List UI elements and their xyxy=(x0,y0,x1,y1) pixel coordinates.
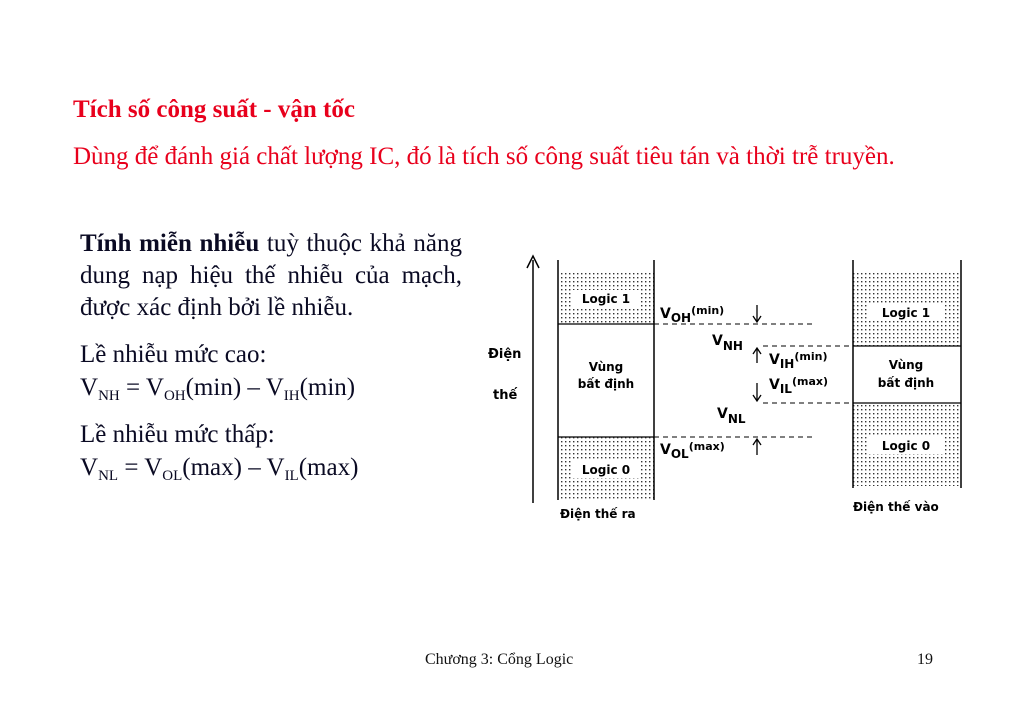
page-number: 19 xyxy=(917,651,933,668)
vnl-label: VNL xyxy=(717,406,746,426)
vih-min-label: $VIH^{(min)}$ xyxy=(769,350,828,371)
low-noise-margin-block xyxy=(80,418,462,484)
noise-immunity-section xyxy=(80,228,462,484)
voh-min-label: $VOH^{(min)}$ xyxy=(660,304,725,325)
right-undefined-label-1: Vùng xyxy=(888,358,924,372)
slide-heading: Tích số công suất - vận tốc xyxy=(73,96,355,123)
axis-label-dien: Điện xyxy=(488,347,522,362)
vnh-label: VNH xyxy=(712,333,743,353)
right-logic0-label: Logic 0 xyxy=(881,439,931,453)
output-voltage-column xyxy=(558,260,654,521)
noise-immunity-term: Tính miễn nhiễu xyxy=(80,230,260,257)
intro-paragraph: Dùng để đánh giá chất lượng IC, đó là tích số công suất tiêu tán và thời trễ truyền. xyxy=(73,143,895,170)
vil-max-label: $VIL^{(max)}$ xyxy=(769,375,829,396)
left-undefined-label-1: Vùng xyxy=(588,360,624,374)
low-noise-margin-label: Lề nhiễu mức thấp: xyxy=(80,421,275,448)
noise-immunity-description: tuỳ thuộc khả năng dung nạp hiệu thế nhiễu của mạch, được xác định bởi lề nhiễu. xyxy=(80,230,463,321)
output-voltage-caption: Điện thế ra xyxy=(560,507,636,521)
axis-label-the: thế xyxy=(493,388,518,403)
left-undefined-label-2: bất định xyxy=(577,377,635,391)
noise-margin-diagram xyxy=(478,240,978,530)
vol-max-label: $VOL^{(max)}$ xyxy=(660,440,725,461)
low-noise-margin-formula: $V_{NL} = V_{OL}(\max) - V_{IL}(\max)$ xyxy=(80,454,359,484)
right-logic1-label: Logic 1 xyxy=(881,306,931,320)
high-noise-margin-block xyxy=(80,338,462,404)
high-noise-margin-formula: $V_{NH} = V_{OH}(\min) - V_{IH}(\min)$ xyxy=(80,374,356,404)
left-logic0-label: Logic 0 xyxy=(581,463,631,477)
input-voltage-caption: Điện thế vào xyxy=(853,500,939,514)
input-voltage-column xyxy=(853,260,961,514)
right-undefined-label-2: bất định xyxy=(877,376,935,390)
margin-arrows xyxy=(753,305,761,455)
left-logic1-label: Logic 1 xyxy=(581,292,631,306)
noise-immunity-paragraph xyxy=(80,228,462,324)
footer-chapter: Chương 3: Cổng Logic xyxy=(425,651,574,668)
high-noise-margin-label: Lề nhiễu mức cao: xyxy=(80,341,267,368)
voltage-axis-arrow xyxy=(527,256,539,503)
